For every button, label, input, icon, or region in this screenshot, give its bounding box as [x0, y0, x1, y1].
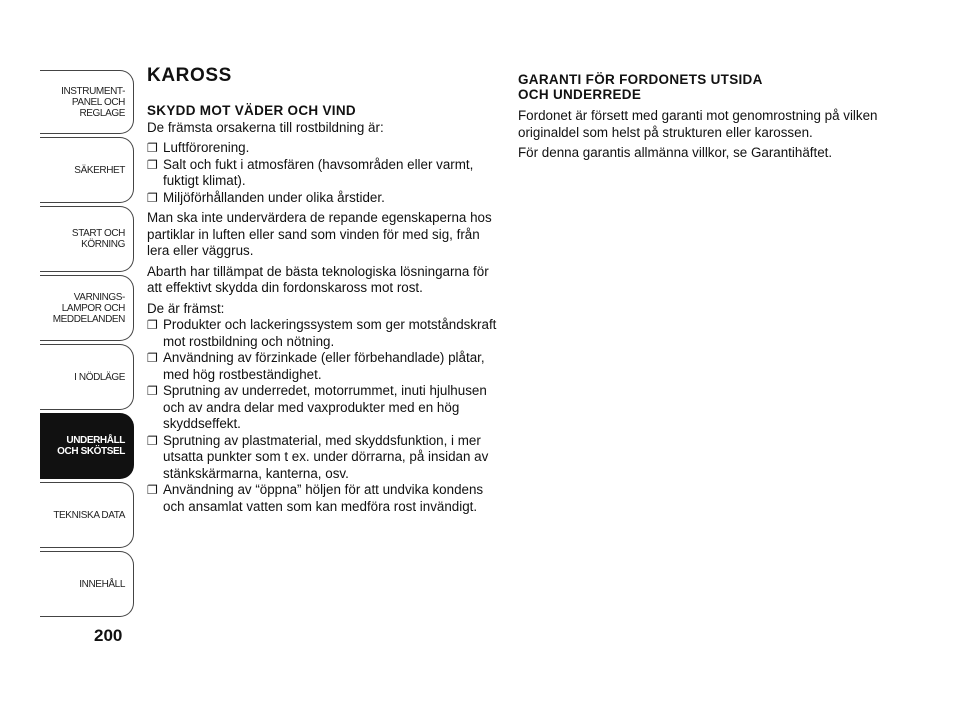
paragraph-particles: Man ska inte undervärdera de repande egenskaperna hos partiklar in luften eller sand som vinden för med sig, från lera eller väggrus.: [147, 210, 492, 258]
checkbox-icon: ❐: [147, 433, 158, 448]
checkbox-icon: ❐: [147, 483, 158, 497]
tab-sakerhet[interactable]: SÄKERHET: [40, 137, 134, 203]
tab-i-nodlage[interactable]: I NÖDLÄGE: [40, 344, 134, 410]
list-item: ❐ Sprutning av plastmaterial, med skyddsfunktion, i mer utsatta punkter som t ex. under dörrarna, på insidan av stänkskärmarna, kanterna, osv.: [147, 432, 489, 481]
checkbox-icon: ❐: [147, 190, 158, 205]
checkbox-icon: ❐: [147, 351, 158, 365]
list-item: ❐ Salt och fukt i atmosfären (havsområden eller varmt, fuktigt klimat).: [147, 156, 474, 188]
kaross-section: [147, 65, 497, 519]
page-number: 200: [94, 626, 123, 645]
tab-varningslampor[interactable]: VARNINGS- LAMPOR OCH MEDDELANDEN: [40, 275, 134, 341]
checkbox-icon: ❐: [147, 318, 158, 332]
page-title: KAROSS: [147, 65, 232, 86]
paragraph-abarth: Abarth har tillämpat de bästa teknologiska lösningarna för att effektivt skydda din fordonskaross mot rost.: [147, 263, 489, 295]
warranty-paragraph: Fordonet är försett med garanti mot genomrostning på vilken originaldel som helst på strukturen eller karossen.: [518, 108, 878, 140]
tab-underhall-active[interactable]: UNDERHÅLL OCH SKÖTSEL: [40, 413, 134, 479]
tab-start-och-korning[interactable]: START OCH KÖRNING: [40, 206, 134, 272]
warranty-section: [518, 68, 878, 166]
warranty-terms-paragraph: För denna garantis allmänna villkor, se Garantihäftet.: [518, 145, 833, 160]
causes-list: [147, 140, 497, 206]
list-item: ❐ Användning av förzinkade (eller förbehandlade) plåtar, med hög rostbeständighet.: [147, 350, 485, 382]
chapter-tabs: [40, 70, 134, 620]
warranty-heading: GARANTI FÖR FORDONETS UTSIDA OCH UNDERREDE: [518, 72, 763, 102]
intro-text: De främsta orsakerna till rostbildning är:: [147, 119, 384, 135]
list-item: ❐ Produkter och lackeringssystem som ger motståndskraft mot rostbildning och nötning.: [147, 317, 497, 349]
tab-innehall[interactable]: INNEHÅLL: [40, 551, 134, 617]
checkbox-icon: ❐: [147, 384, 158, 398]
tab-instrumentpanel[interactable]: INSTRUMENT- PANEL OCH REGLAGE: [40, 70, 134, 134]
section-heading-weather: SKYDD MOT VÄDER OCH VIND: [147, 102, 356, 118]
list-item: ❐ Användning av “öppna” höljen för att undvika kondens och ansamlat vatten som kan medföra rost invändigt.: [147, 482, 484, 514]
list-item: ❐ Miljöförhållanden under olika årstider.: [147, 189, 385, 205]
checkbox-icon: ❐: [147, 157, 158, 172]
list-item: ❐ Sprutning av underredet, motorrummet, inuti hjulhusen och av andra delar med vaxprodukter med en hög skyddseffekt.: [147, 383, 487, 431]
paragraph-measures-intro: De är främst:: [147, 300, 225, 316]
list-item: ❐ Luftförorening.: [147, 140, 250, 155]
checkbox-icon: ❐: [147, 141, 158, 155]
measures-list: [147, 317, 497, 515]
tab-tekniska-data[interactable]: TEKNISKA DATA: [40, 482, 134, 548]
